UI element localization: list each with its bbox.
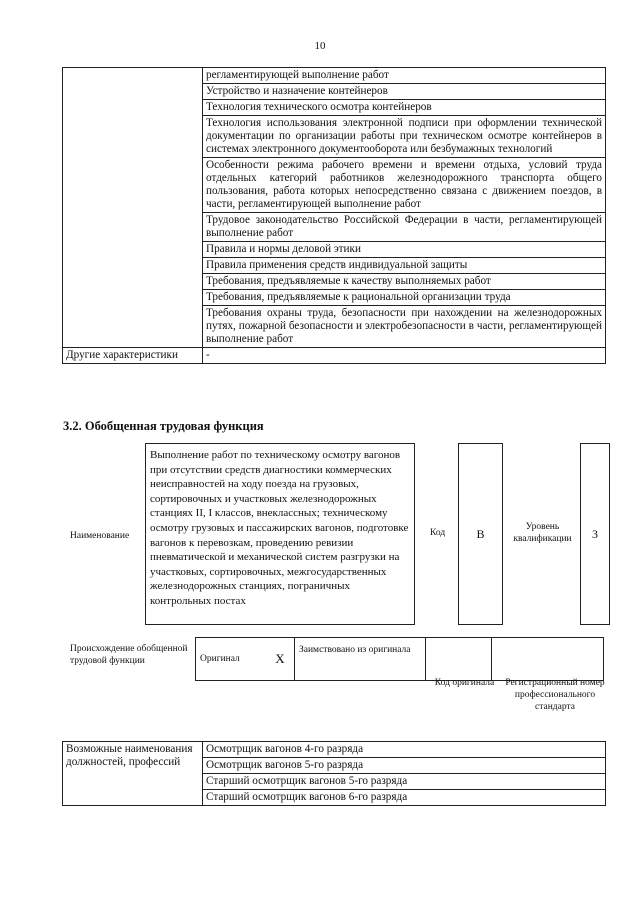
position-item: Осмотрщик вагонов 5-го разряда [203,758,605,774]
knowledge-item: Требования, предъявляемые к качеству выполняемых работ [203,274,606,290]
code-original-label: Код оригинала [434,678,495,688]
code-value-box: B [458,443,503,625]
knowledge-item: Правила применения средств индивидуальной защиты [203,258,606,274]
knowledge-item: Трудовое законодательство Российской Федерации в части, регламентирующей выполнение работ [203,213,606,242]
knowledge-item: Технология использования электронной подписи при оформлении технической документации по организации работы при техническом осмотре контейнеров в системах электронного документооборота или безбумажных технологий [203,116,606,158]
knowledge-item: Технология технического осмотра контейнеров [203,100,606,116]
other-characteristics-label: Другие характеристики [63,348,203,364]
position-item: Осмотрщик вагонов 4-го разряда [203,742,605,758]
code-original-cell [426,638,492,681]
positions-table [62,741,606,806]
name-label: Наименование [70,531,130,541]
origin-label: Происхождение обобщенной трудовой функции [70,644,188,666]
other-characteristics-row [63,348,606,364]
original-label: Оригинал [196,638,267,681]
position-item: Старший осмотрщик вагонов 5-го разряда [203,774,605,790]
other-characteristics-value: - [203,348,606,364]
position-item: Старший осмотрщик вагонов 6-го разряда [206,791,408,803]
reg-number-label: Регистрационный номер профессионального стандарта [505,678,605,712]
qualification-level-box: 3 [580,443,610,625]
knowledge-item: Особенности режима рабочего времени и времени отдыха, условий труда отдельных категорий работников железнодорожного транспорта общего пользования, работа которых непосредственно связана с движением поездов, в части, регламентирующей выполнение работ [203,158,606,213]
function-name-box: Выполнение работ по техническому осмотру вагонов при отсутствии средств диагностики коммерческих неисправностей на ходу поезда на грузовых, сортировочных и участковых железнодорожных станциях II, I классов, внеклассных; техническому осмотру грузовых и пассажирских вагонов, подготовке вагонов к перевозкам, проведению ревизии пневматической и механической систем разгрузки на участковых, сортировочных, межгосударственных железнодорожных станциях, пограничных контрольных постах [145,443,415,625]
reg-number-cell [492,638,604,681]
knowledge-label-cell [63,68,203,348]
qualification-level-label: Уровень квалификации [513,522,572,544]
section-title: 3.2. Обобщенная трудовая функция [63,419,264,433]
knowledge-table [62,67,606,364]
knowledge-row [63,68,606,84]
knowledge-item: Требования охраны труда, безопасности при нахождении на железнодорожных путях, пожарной безопасности и электробезопасности в части, регламентирующей выполнение работ [203,306,606,348]
knowledge-item: Устройство и назначение контейнеров [203,84,606,100]
knowledge-item: регламентирующей выполнение работ [203,68,606,84]
borrowed-label: Заимствовано из оригинала [295,638,426,681]
knowledge-item: Требования, предъявляемые к рациональной организации труда [203,290,606,306]
positions-list [203,742,606,806]
original-mark: X [266,638,295,681]
positions-label: Возможные наименования должностей, профессий [63,742,203,806]
origin-table [195,637,604,681]
page-number: 10 [314,40,326,52]
knowledge-item: Правила и нормы деловой этики [203,242,606,258]
code-label: Код [430,528,446,538]
